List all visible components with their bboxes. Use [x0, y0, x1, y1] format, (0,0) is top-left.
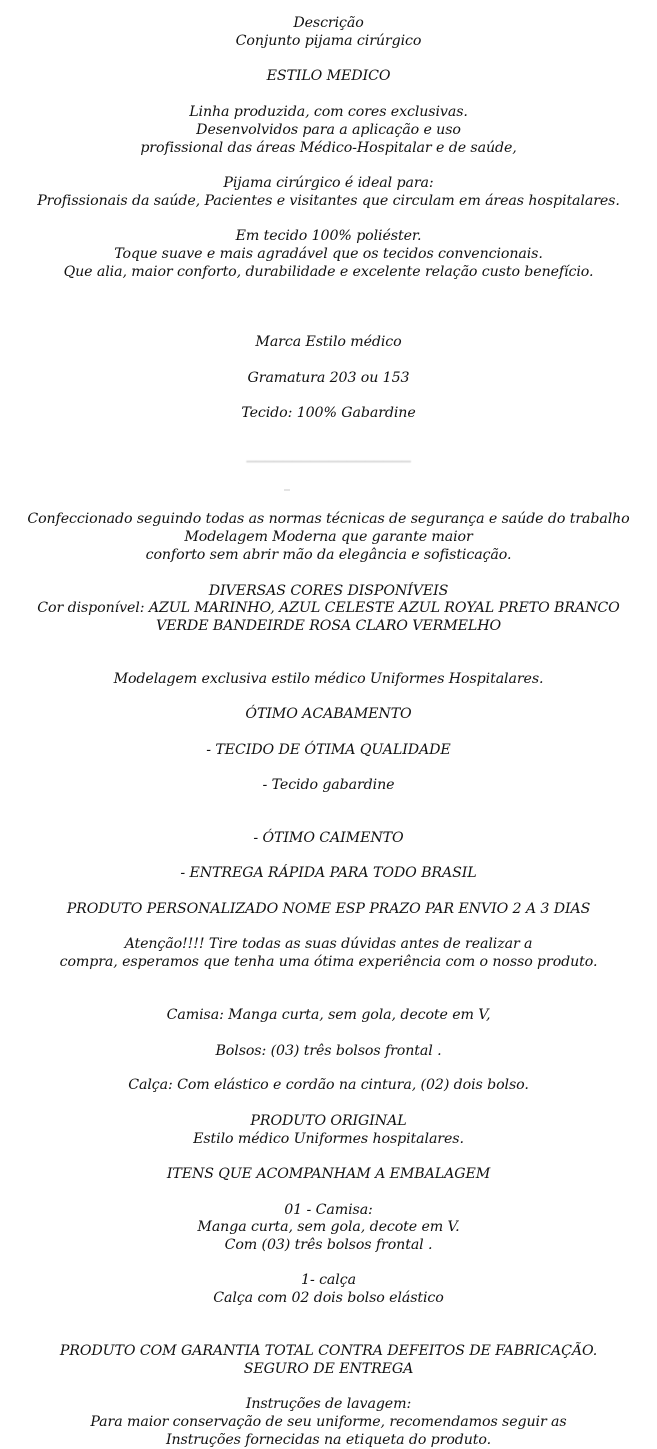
fabric-line: Toque suave e mais agradável que os tecidos convencionais. [114, 246, 543, 262]
colors-line: Cor disponível: AZUL MARINHO, AZUL CELESTE AZUL ROYAL PRETO BRANCO [37, 600, 620, 616]
standards-line: Confeccionado seguindo todas as normas técnicas de segurança e saúde do trabalho [27, 511, 630, 527]
feature-line: - TECIDO DE ÓTIMA QUALIDADE [206, 742, 451, 758]
package-item-detail: Manga curta, sem gola, decote em V. [197, 1219, 460, 1235]
original-heading: PRODUTO ORIGINAL [250, 1113, 407, 1129]
faded-mark [284, 489, 290, 491]
package-item-shirt: 01 - Camisa: [284, 1202, 373, 1218]
ideal-for-heading: Pijama cirúrgico é ideal para: [223, 175, 434, 191]
standards-line: Modelagem Moderna que garante maior [184, 529, 473, 545]
pants-spec-line: Calça: Com elástico e cordão na cintura, (02) dois bolso. [128, 1077, 529, 1093]
modeling-line: Modelagem exclusiva estilo médico Uniformes Hospitalares. [113, 671, 544, 687]
package-item-detail: Com (03) três bolsos frontal . [224, 1237, 433, 1253]
ideal-for-line: Profissionais da saúde, Pacientes e visitantes que circulam em áreas hospitalares. [37, 193, 620, 209]
feature-line: - ÓTIMO CAIMENTO [253, 830, 404, 846]
feature-line: - Tecido gabardine [262, 777, 395, 793]
faded-text-line: ▔▔▔▔▔▔▔▔▔▔▔▔▔▔▔▔▔▔ [246, 461, 411, 475]
colors-line: VERDE BANDEIRDE ROSA CLARO VERMELHO [155, 618, 502, 634]
colors-heading: DIVERSAS CORES DISPONÍVEIS [208, 583, 449, 599]
intro-line: profissional das áreas Médico-Hospitalar e de saúde, [140, 140, 517, 156]
intro-line: Linha produzida, com cores exclusivas. [189, 104, 468, 120]
shirt-spec-line: Camisa: Manga curta, sem gola, decote em V, [166, 1007, 491, 1023]
fabric-line: Que alia, maior conforto, durabilidade e excelente relação custo benefício. [63, 264, 594, 280]
delivery-insurance-line: SEGURO DE ENTREGA [243, 1361, 414, 1377]
washing-heading: Instruções de lavagem: [245, 1396, 412, 1412]
fabric-line: Em tecido 100% poliéster. [235, 228, 422, 244]
attention-line: compra, esperamos que tenha uma ótima experiência com o nosso produto. [59, 954, 598, 970]
attention-line: Atenção!!!! Tire todas as suas dúvidas antes de realizar a [124, 936, 533, 952]
product-title: Conjunto pijama cirúrgico [235, 33, 422, 49]
personalized-line: PRODUTO PERSONALIZADO NOME ESP PRAZO PAR ENVIO 2 A 3 DIAS [66, 901, 591, 917]
intro-line: Desenvolvidos para a aplicação e uso [196, 122, 461, 138]
brand-line: Marca Estilo médico [255, 334, 402, 350]
original-line: Estilo médico Uniformes hospitalares. [193, 1131, 464, 1147]
package-item-pants: 1- calça [301, 1272, 356, 1288]
feature-line: ÓTIMO ACABAMENTO [245, 706, 412, 722]
washing-line: Instruções fornecidas na etiqueta do produto. [165, 1432, 492, 1448]
package-items-heading: ITENS QUE ACOMPANHAM A EMBALAGEM [166, 1166, 491, 1182]
pockets-spec-line: Bolsos: (03) três bolsos frontal . [215, 1043, 442, 1059]
standards-line: conforto sem abrir mão da elegância e sofisticação. [145, 547, 512, 563]
washing-line: Para maior conservação de seu uniforme, recomendamos seguir as [90, 1414, 567, 1430]
material-line: Tecido: 100% Gabardine [241, 405, 416, 421]
weight-line: Gramatura 203 ou 153 [247, 370, 410, 386]
package-item-detail: Calça com 02 dois bolso elástico [213, 1290, 444, 1306]
warranty-line: PRODUTO COM GARANTIA TOTAL CONTRA DEFEITOS DE FABRICAÇÃO. [59, 1343, 598, 1359]
heading-descricao: Descrição [293, 15, 364, 31]
feature-line: - ENTREGA RÁPIDA PARA TODO BRASIL [180, 865, 477, 881]
brand-heading: ESTILO MEDICO [266, 68, 391, 84]
